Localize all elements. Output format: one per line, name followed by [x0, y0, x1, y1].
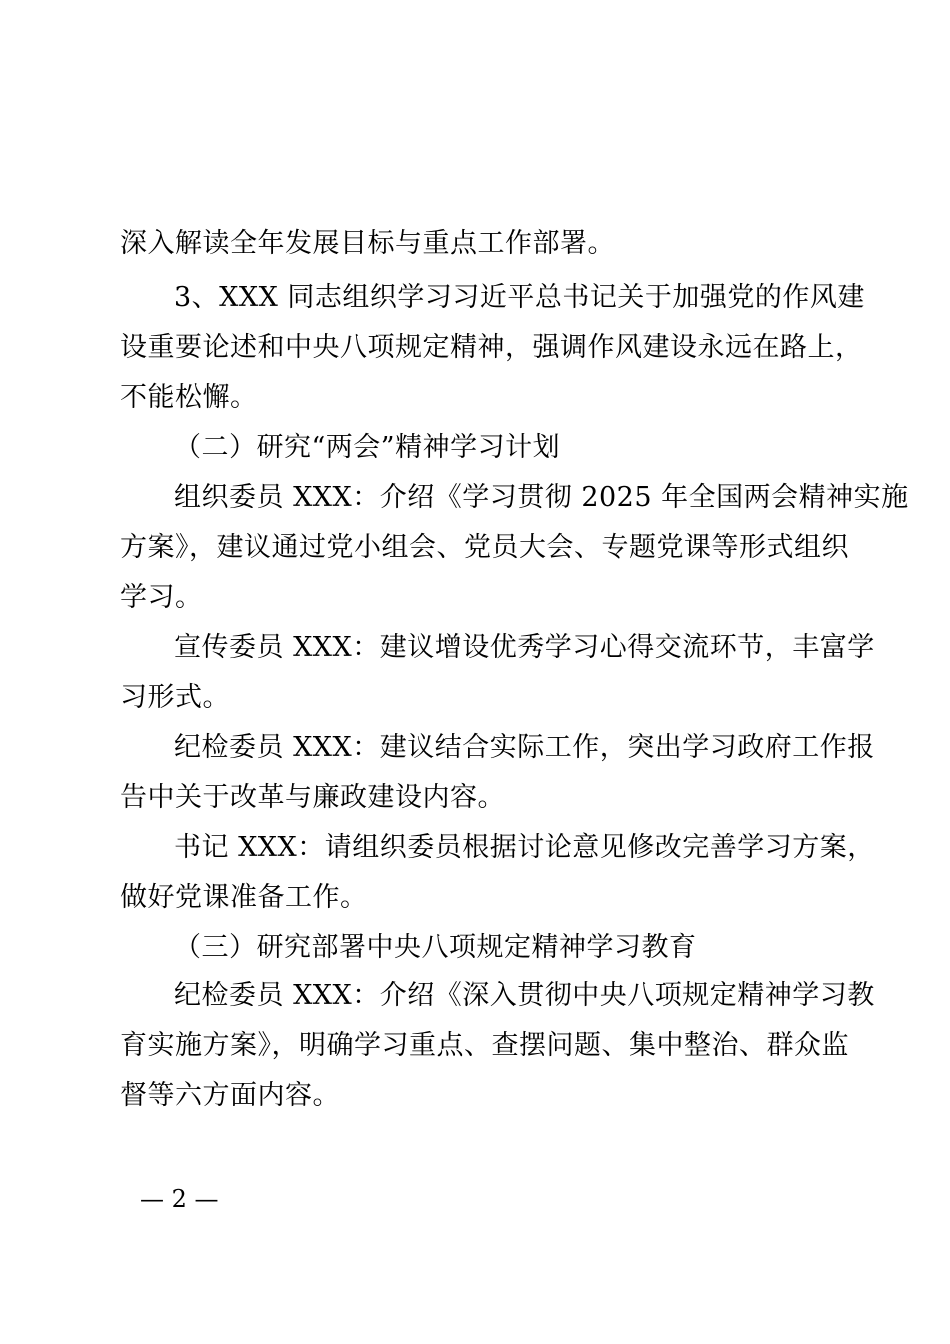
discipline-member-line-2: 告中关于改革与廉政建设内容。 — [120, 782, 505, 813]
item-3-line-3: 不能松懈。 — [120, 382, 258, 413]
section-3-discipline-line-2: 育实施方案》，明确学习重点、查摆问题、集中整治、群众监 — [120, 1030, 849, 1061]
organization-member-line-1: 组织委员 XXX：介绍《学习贯彻 2025 年全国两会精神实施 — [174, 482, 909, 513]
section-3-heading: （三）研究部署中央八项规定精神学习教育 — [174, 932, 697, 963]
secretary-line-1: 书记 XXX：请组织委员根据讨论意见修改完善学习方案， — [174, 832, 875, 863]
section-3-discipline-line-3: 督等六方面内容。 — [120, 1080, 340, 1111]
organization-member-line-3: 学习。 — [120, 582, 203, 613]
secretary-line-2: 做好党课准备工作。 — [120, 882, 368, 913]
publicity-member-line-1: 宣传委员 XXX：建议增设优秀学习心得交流环节，丰富学 — [174, 632, 875, 663]
section-2-heading: （二）研究“两会”精神学习计划 — [174, 432, 561, 463]
paragraph-continued-line: 深入解读全年发展目标与重点工作部署。 — [120, 228, 615, 259]
item-3-line-2: 设重要论述和中央八项规定精神，强调作风建设永远在路上， — [120, 332, 863, 363]
page-number: — 2 — — [140, 1185, 219, 1213]
discipline-member-line-1: 纪检委员 XXX：建议结合实际工作，突出学习政府工作报 — [174, 732, 875, 763]
publicity-member-line-2: 习形式。 — [120, 682, 230, 713]
item-3-line-1: 3、XXX 同志组织学习习近平总书记关于加强党的作风建 — [174, 282, 865, 313]
section-3-discipline-line-1: 纪检委员 XXX：介绍《深入贯彻中央八项规定精神学习教 — [174, 980, 875, 1011]
organization-member-line-2: 方案》，建议通过党小组会、党员大会、专题党课等形式组织 — [120, 532, 849, 563]
